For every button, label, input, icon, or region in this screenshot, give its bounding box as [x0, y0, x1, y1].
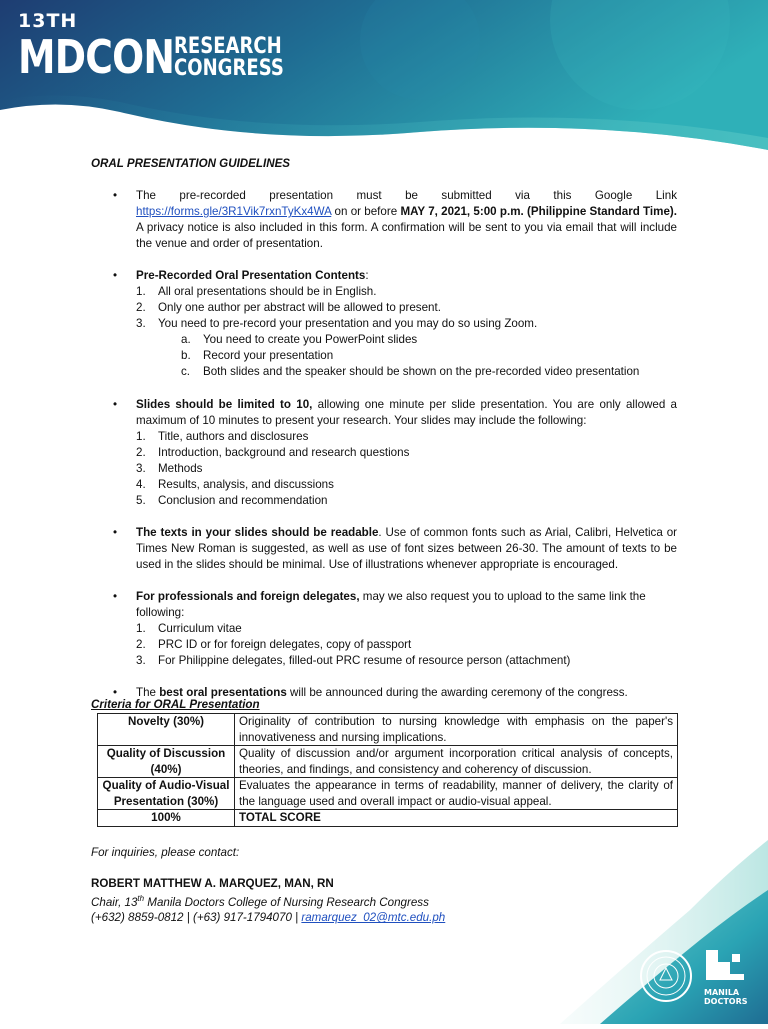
item-number: 1. — [136, 285, 146, 298]
criteria-desc: Originality of contribution to nursing knowledge with emphasis on the paper's innovativeness and nursing implications. — [235, 714, 678, 746]
criteria-title: Criteria for ORAL Presentation — [91, 698, 260, 711]
role-superscript: th — [137, 894, 145, 903]
delegates-text: may we also request you to upload to the same link the following: — [136, 590, 646, 619]
sub-list-item — [91, 348, 677, 364]
brand-subtitle-line1: RESEARCH — [174, 34, 282, 59]
criteria-label: Novelty (30%) — [98, 714, 235, 746]
item-letter: a. — [181, 333, 191, 346]
bullet-dot: • — [113, 590, 118, 603]
item-number: 2. — [136, 638, 146, 651]
item-text: Results, analysis, and discussions — [158, 478, 334, 491]
contact-email-link[interactable]: ramarquez_02@mtc.edu.ph — [301, 911, 446, 925]
manila-doctors-logo — [704, 944, 752, 1016]
role-text-a: Chair, 13 — [91, 895, 138, 909]
readable-text: . Use of common fonts such as Arial, Calibri, Helvetica or Times New Roman is suggested, as well as use of font sizes between 26-30. The amount of texts to be used in the slides should be minimal. Use of illustrations whenever appropriate is encouraged. — [136, 526, 678, 571]
cross-logo-icon — [704, 944, 752, 984]
item-text: Introduction, background and research questions — [158, 446, 410, 459]
submission-text-3: A privacy notice is also included in this form. A confirmation will be sent to you via email that will include the venue and order of presentation. — [136, 221, 677, 250]
table-row — [98, 746, 678, 778]
bullet-readable — [91, 525, 677, 573]
item-text: Curriculum vitae — [158, 622, 242, 635]
list-item — [91, 316, 677, 332]
criteria-desc: Quality of discussion and/or argument incorporation critical analysis of concepts, theories, and findings, and consistency and coherency of discussion. — [235, 746, 678, 778]
item-number: 2. — [136, 301, 146, 314]
sub-list-item — [91, 332, 677, 348]
item-number: 1. — [136, 622, 146, 635]
bullet-dot: • — [113, 526, 118, 539]
sub-list-item — [91, 364, 677, 380]
guidelines-body — [91, 156, 677, 701]
edition-label: 13TH — [18, 10, 78, 32]
item-number: 3. — [136, 654, 146, 667]
bullet-dot: • — [113, 269, 118, 282]
item-text: All oral presentations should be in English. — [158, 285, 377, 298]
contents-heading: Pre-Recorded Oral Presentation Contents — [136, 269, 366, 282]
item-text: Conclusion and recommendation — [158, 494, 328, 507]
submission-deadline: MAY 7, 2021, 5:00 p.m. (Philippine Standard Time). — [400, 205, 677, 218]
list-item — [91, 637, 677, 653]
item-text: Both slides and the speaker should be shown on the pre-recorded video presentation — [203, 365, 640, 378]
list-item — [91, 300, 677, 316]
page-title: ORAL PRESENTATION GUIDELINES — [91, 157, 291, 170]
brand-subtitle — [174, 36, 284, 80]
item-letter: b. — [181, 349, 191, 362]
phone-numbers: (+632) 8859-0812 | (+63) 917-1794070 | — [91, 911, 302, 925]
bullet-delegates — [91, 589, 677, 621]
contact-role — [91, 891, 445, 910]
slides-limit: Slides should be limited to 10, — [136, 398, 313, 411]
table-row — [98, 714, 678, 746]
contact-intro: For inquiries, please contact: — [91, 846, 240, 859]
item-text: Title, authors and disclosures — [158, 430, 309, 443]
awards-text-2: will be announced during the awarding ceremony of the congress. — [286, 686, 628, 699]
list-item — [91, 493, 677, 509]
item-number: 3. — [136, 317, 146, 330]
item-letter: c. — [181, 365, 191, 378]
college-seal-icon — [640, 950, 692, 1002]
list-item — [91, 445, 677, 461]
list-item — [91, 429, 677, 445]
bullet-dot: • — [113, 398, 118, 411]
delegates-heading: For professionals and foreign delegates, — [136, 590, 360, 603]
criteria-desc: Evaluates the appearance in terms of readability, manner of delivery, the clarity of the language used and overall impact or audio-visual appeal. — [235, 778, 678, 810]
item-number: 5. — [136, 494, 146, 507]
list-item — [91, 461, 677, 477]
bullet-submission — [91, 188, 677, 252]
criteria-label: Quality of Discussion (40%) — [98, 746, 235, 778]
item-number: 3. — [136, 462, 146, 475]
brand-wordmark: MDCON — [18, 30, 175, 84]
total-desc: TOTAL SCORE — [235, 810, 678, 827]
criteria-table — [97, 713, 678, 827]
item-number: 4. — [136, 478, 146, 491]
submission-text-2: on or before — [331, 205, 401, 218]
table-row — [98, 778, 678, 810]
slides-text: allowing one minute per slide presentation. You are only allowed a maximum of 10 minutes to present your research. Your slides may include the following: — [136, 398, 677, 427]
list-item — [91, 477, 677, 493]
submission-text-1: The pre-recorded presentation must be submitted via this Google Link — [136, 189, 677, 202]
header-banner — [0, 0, 768, 150]
logo-line2: DOCTORS — [704, 997, 748, 1006]
contact-name: ROBERT MATTHEW A. MARQUEZ, MAN, RN — [91, 876, 334, 890]
awards-bold: best oral presentations — [159, 686, 287, 699]
list-item — [91, 284, 677, 300]
congress-logo — [18, 10, 284, 84]
bullet-slides — [91, 397, 677, 429]
logo-line1: MANILA — [704, 988, 740, 997]
item-text: Methods — [158, 462, 203, 475]
readable-heading: The texts in your slides should be readable — [136, 526, 379, 539]
item-text: You need to pre-record your presentation and you may do so using Zoom. — [158, 317, 538, 330]
bullet-dot: • — [113, 189, 118, 202]
brand-subtitle-line2: CONGRESS — [174, 56, 284, 81]
list-item — [91, 653, 677, 669]
contact-block — [91, 845, 445, 926]
item-text: For Philippine delegates, filled-out PRC resume of resource person (attachment) — [158, 654, 571, 667]
role-text-b: Manila Doctors College of Nursing Research Congress — [144, 895, 429, 909]
total-label: 100% — [98, 810, 235, 827]
contents-colon: : — [365, 269, 369, 282]
awards-text-1: The — [136, 686, 160, 699]
item-number: 1. — [136, 430, 146, 443]
item-number: 2. — [136, 446, 146, 459]
contact-phones — [91, 910, 445, 926]
criteria-label: Quality of Audio-Visual Presentation (30%) — [98, 778, 235, 810]
item-text: Record your presentation — [203, 349, 334, 362]
bullet-contents — [91, 268, 677, 284]
item-text: Only one author per abstract will be allowed to present. — [158, 301, 441, 314]
google-form-link[interactable]: https://forms.gle/3R1Vik7rxnTyKx4WA — [136, 205, 332, 218]
list-item — [91, 621, 677, 637]
bullet-dot: • — [113, 686, 118, 699]
item-text: You need to create you PowerPoint slides — [203, 333, 418, 346]
item-text: PRC ID or for foreign delegates, copy of passport — [158, 638, 412, 651]
